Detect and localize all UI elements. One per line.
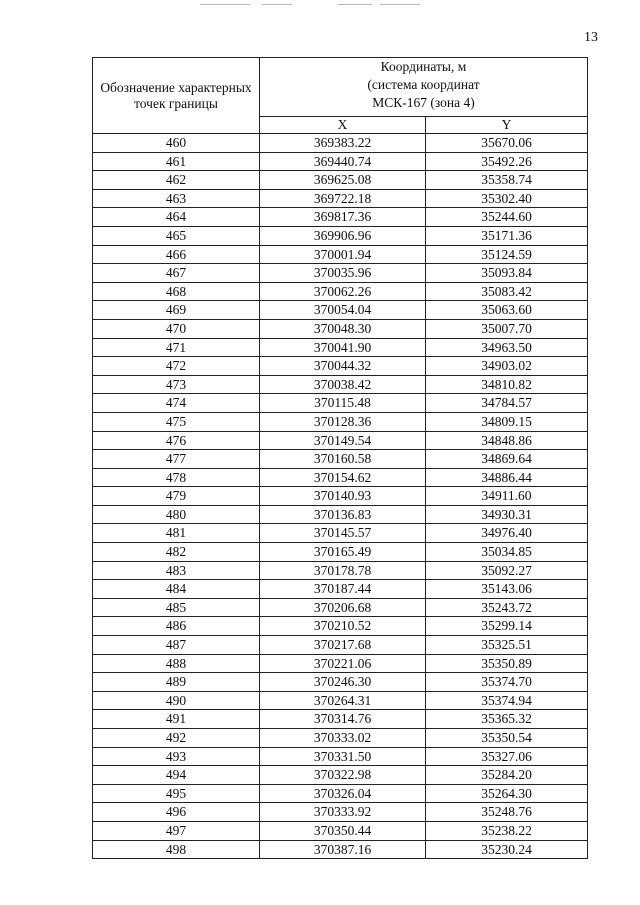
y-coordinate-cell: 34903.02 xyxy=(426,357,588,376)
point-number-cell: 483 xyxy=(93,561,260,580)
y-coordinate-cell: 35238.22 xyxy=(426,821,588,840)
point-number-cell: 493 xyxy=(93,747,260,766)
x-coordinate-cell: 370326.04 xyxy=(260,784,426,803)
table-row xyxy=(93,134,588,153)
table-row xyxy=(93,375,588,394)
y-coordinate-cell: 35302.40 xyxy=(426,189,588,208)
x-coordinate-cell: 370178.78 xyxy=(260,561,426,580)
y-coordinate-cell: 35284.20 xyxy=(426,766,588,785)
x-coordinate-cell: 370044.32 xyxy=(260,357,426,376)
point-number-cell: 474 xyxy=(93,394,260,413)
x-coordinate-cell: 369722.18 xyxy=(260,189,426,208)
x-coordinate-cell: 370160.58 xyxy=(260,450,426,469)
table-row xyxy=(93,710,588,729)
table-row xyxy=(93,524,588,543)
table-row xyxy=(93,784,588,803)
x-coordinate-cell: 370246.30 xyxy=(260,673,426,692)
y-coordinate-cell: 35374.70 xyxy=(426,673,588,692)
x-coordinate-cell: 370387.16 xyxy=(260,840,426,859)
y-coordinate-cell: 35124.59 xyxy=(426,245,588,264)
x-coordinate-cell: 370322.98 xyxy=(260,766,426,785)
table-row xyxy=(93,487,588,506)
point-number-cell: 485 xyxy=(93,598,260,617)
y-coordinate-cell: 35230.24 xyxy=(426,840,588,859)
y-coordinate-cell: 35670.06 xyxy=(426,134,588,153)
y-coordinate-cell: 35007.70 xyxy=(426,319,588,338)
x-coordinate-cell: 370041.90 xyxy=(260,338,426,357)
y-coordinate-cell: 35299.14 xyxy=(426,617,588,636)
point-number-cell: 496 xyxy=(93,803,260,822)
y-coordinate-cell: 35492.26 xyxy=(426,152,588,171)
point-number-cell: 464 xyxy=(93,208,260,227)
table-row xyxy=(93,505,588,524)
point-number-cell: 491 xyxy=(93,710,260,729)
x-coordinate-cell: 370001.94 xyxy=(260,245,426,264)
scan-mark xyxy=(338,4,372,5)
table-row xyxy=(93,543,588,562)
x-coordinate-cell: 370221.06 xyxy=(260,654,426,673)
x-coordinate-cell: 370331.50 xyxy=(260,747,426,766)
coordinates-title-line-3: МСК-167 (зона 4) xyxy=(372,95,475,110)
y-coordinate-cell: 35365.32 xyxy=(426,710,588,729)
x-coordinate-cell: 370149.54 xyxy=(260,431,426,450)
y-coordinate-cell: 34809.15 xyxy=(426,412,588,431)
y-coordinate-cell: 34784.57 xyxy=(426,394,588,413)
point-number-cell: 495 xyxy=(93,784,260,803)
table-row xyxy=(93,673,588,692)
y-coordinate-cell: 34976.40 xyxy=(426,524,588,543)
point-number-cell: 471 xyxy=(93,338,260,357)
x-coordinate-cell: 370140.93 xyxy=(260,487,426,506)
x-coordinate-cell: 369625.08 xyxy=(260,171,426,190)
point-number-cell: 492 xyxy=(93,729,260,748)
table-row xyxy=(93,189,588,208)
x-coordinate-cell: 370145.57 xyxy=(260,524,426,543)
coordinates-title-line-2: (система координат xyxy=(367,77,480,92)
table-row xyxy=(93,617,588,636)
y-coordinate-cell: 34911.60 xyxy=(426,487,588,506)
x-coordinate-cell: 370206.68 xyxy=(260,598,426,617)
point-number-cell: 494 xyxy=(93,766,260,785)
table-row xyxy=(93,412,588,431)
y-coordinate-cell: 35093.84 xyxy=(426,264,588,283)
y-coordinate-cell: 35350.89 xyxy=(426,654,588,673)
x-coordinate-cell: 370154.62 xyxy=(260,468,426,487)
x-coordinate-cell: 369383.22 xyxy=(260,134,426,153)
point-number-cell: 462 xyxy=(93,171,260,190)
table-row xyxy=(93,598,588,617)
x-coordinate-cell: 370264.31 xyxy=(260,691,426,710)
y-coordinate-cell: 34886.44 xyxy=(426,468,588,487)
y-coordinate-cell: 35327.06 xyxy=(426,747,588,766)
x-coordinate-cell: 369440.74 xyxy=(260,152,426,171)
coordinates-header xyxy=(260,58,588,117)
table-row xyxy=(93,152,588,171)
table-row xyxy=(93,319,588,338)
y-coordinate-cell: 35034.85 xyxy=(426,543,588,562)
y-coordinate-cell: 35325.51 xyxy=(426,636,588,655)
y-coordinate-cell: 34848.86 xyxy=(426,431,588,450)
y-coordinate-cell: 34869.64 xyxy=(426,450,588,469)
y-coordinate-cell: 35063.60 xyxy=(426,301,588,320)
point-number-cell: 469 xyxy=(93,301,260,320)
y-coordinate-cell: 35171.36 xyxy=(426,226,588,245)
point-number-cell: 467 xyxy=(93,264,260,283)
scan-mark xyxy=(200,4,250,5)
x-coordinate-cell: 369817.36 xyxy=(260,208,426,227)
y-coordinate-cell: 34963.50 xyxy=(426,338,588,357)
scan-mark xyxy=(380,4,420,5)
point-number-cell: 489 xyxy=(93,673,260,692)
y-coordinate-cell: 35244.60 xyxy=(426,208,588,227)
point-number-cell: 486 xyxy=(93,617,260,636)
point-number-cell: 487 xyxy=(93,636,260,655)
point-number-cell: 475 xyxy=(93,412,260,431)
x-coordinate-cell: 370314.76 xyxy=(260,710,426,729)
coordinates-table xyxy=(92,57,588,859)
table-row xyxy=(93,282,588,301)
x-coordinate-cell: 370054.04 xyxy=(260,301,426,320)
point-number-cell: 478 xyxy=(93,468,260,487)
point-number-cell: 480 xyxy=(93,505,260,524)
x-column-header: X xyxy=(260,117,426,134)
table-row xyxy=(93,264,588,283)
scan-mark xyxy=(262,4,292,5)
y-coordinate-cell: 35374.94 xyxy=(426,691,588,710)
table-row xyxy=(93,691,588,710)
y-coordinate-cell: 35248.76 xyxy=(426,803,588,822)
x-coordinate-cell: 369906.96 xyxy=(260,226,426,245)
y-coordinate-cell: 35264.30 xyxy=(426,784,588,803)
page-number: 13 xyxy=(584,30,598,45)
y-coordinate-cell: 35243.72 xyxy=(426,598,588,617)
x-coordinate-cell: 370035.96 xyxy=(260,264,426,283)
point-number-cell: 484 xyxy=(93,580,260,599)
table-row xyxy=(93,821,588,840)
table-row xyxy=(93,654,588,673)
point-number-cell: 472 xyxy=(93,357,260,376)
point-number-cell: 479 xyxy=(93,487,260,506)
x-coordinate-cell: 370210.52 xyxy=(260,617,426,636)
x-coordinate-cell: 370333.92 xyxy=(260,803,426,822)
y-coordinate-cell: 35092.27 xyxy=(426,561,588,580)
x-coordinate-cell: 370165.49 xyxy=(260,543,426,562)
y-coordinate-cell: 34810.82 xyxy=(426,375,588,394)
y-coordinate-cell: 35358.74 xyxy=(426,171,588,190)
table-row xyxy=(93,394,588,413)
table-row xyxy=(93,431,588,450)
table-row xyxy=(93,171,588,190)
x-coordinate-cell: 370217.68 xyxy=(260,636,426,655)
point-number-cell: 476 xyxy=(93,431,260,450)
y-coordinate-cell: 34930.31 xyxy=(426,505,588,524)
table-row xyxy=(93,636,588,655)
point-number-cell: 482 xyxy=(93,543,260,562)
point-number-cell: 463 xyxy=(93,189,260,208)
point-number-cell: 460 xyxy=(93,134,260,153)
point-number-cell: 481 xyxy=(93,524,260,543)
table-row xyxy=(93,766,588,785)
x-coordinate-cell: 370350.44 xyxy=(260,821,426,840)
table-row xyxy=(93,468,588,487)
scan-edge-marks xyxy=(0,0,640,10)
table-row xyxy=(93,450,588,469)
table-row xyxy=(93,561,588,580)
table-row xyxy=(93,580,588,599)
x-coordinate-cell: 370048.30 xyxy=(260,319,426,338)
table-row xyxy=(93,803,588,822)
y-coordinate-cell: 35083.42 xyxy=(426,282,588,301)
x-coordinate-cell: 370333.02 xyxy=(260,729,426,748)
x-coordinate-cell: 370062.26 xyxy=(260,282,426,301)
point-number-cell: 490 xyxy=(93,691,260,710)
point-number-cell: 497 xyxy=(93,821,260,840)
x-coordinate-cell: 370115.48 xyxy=(260,394,426,413)
x-coordinate-cell: 370038.42 xyxy=(260,375,426,394)
x-coordinate-cell: 370128.36 xyxy=(260,412,426,431)
table-row xyxy=(93,245,588,264)
point-number-cell: 466 xyxy=(93,245,260,264)
x-coordinate-cell: 370136.83 xyxy=(260,505,426,524)
point-number-cell: 465 xyxy=(93,226,260,245)
table-row xyxy=(93,301,588,320)
y-coordinate-cell: 35350.54 xyxy=(426,729,588,748)
table-header xyxy=(93,58,588,134)
table-row xyxy=(93,747,588,766)
point-number-cell: 468 xyxy=(93,282,260,301)
table-row xyxy=(93,729,588,748)
y-column-header: Y xyxy=(426,117,588,134)
table-row xyxy=(93,226,588,245)
table-row xyxy=(93,338,588,357)
point-number-cell: 477 xyxy=(93,450,260,469)
table-row xyxy=(93,840,588,859)
point-number-cell: 488 xyxy=(93,654,260,673)
point-label-header: Обозначение характерных точек границы xyxy=(93,58,260,134)
coordinates-title-line-1: Координаты, м xyxy=(380,59,467,74)
table-body xyxy=(93,134,588,859)
point-number-cell: 470 xyxy=(93,319,260,338)
x-coordinate-cell: 370187.44 xyxy=(260,580,426,599)
table-row xyxy=(93,208,588,227)
point-number-cell: 461 xyxy=(93,152,260,171)
table-row xyxy=(93,357,588,376)
point-number-cell: 473 xyxy=(93,375,260,394)
point-number-cell: 498 xyxy=(93,840,260,859)
y-coordinate-cell: 35143.06 xyxy=(426,580,588,599)
